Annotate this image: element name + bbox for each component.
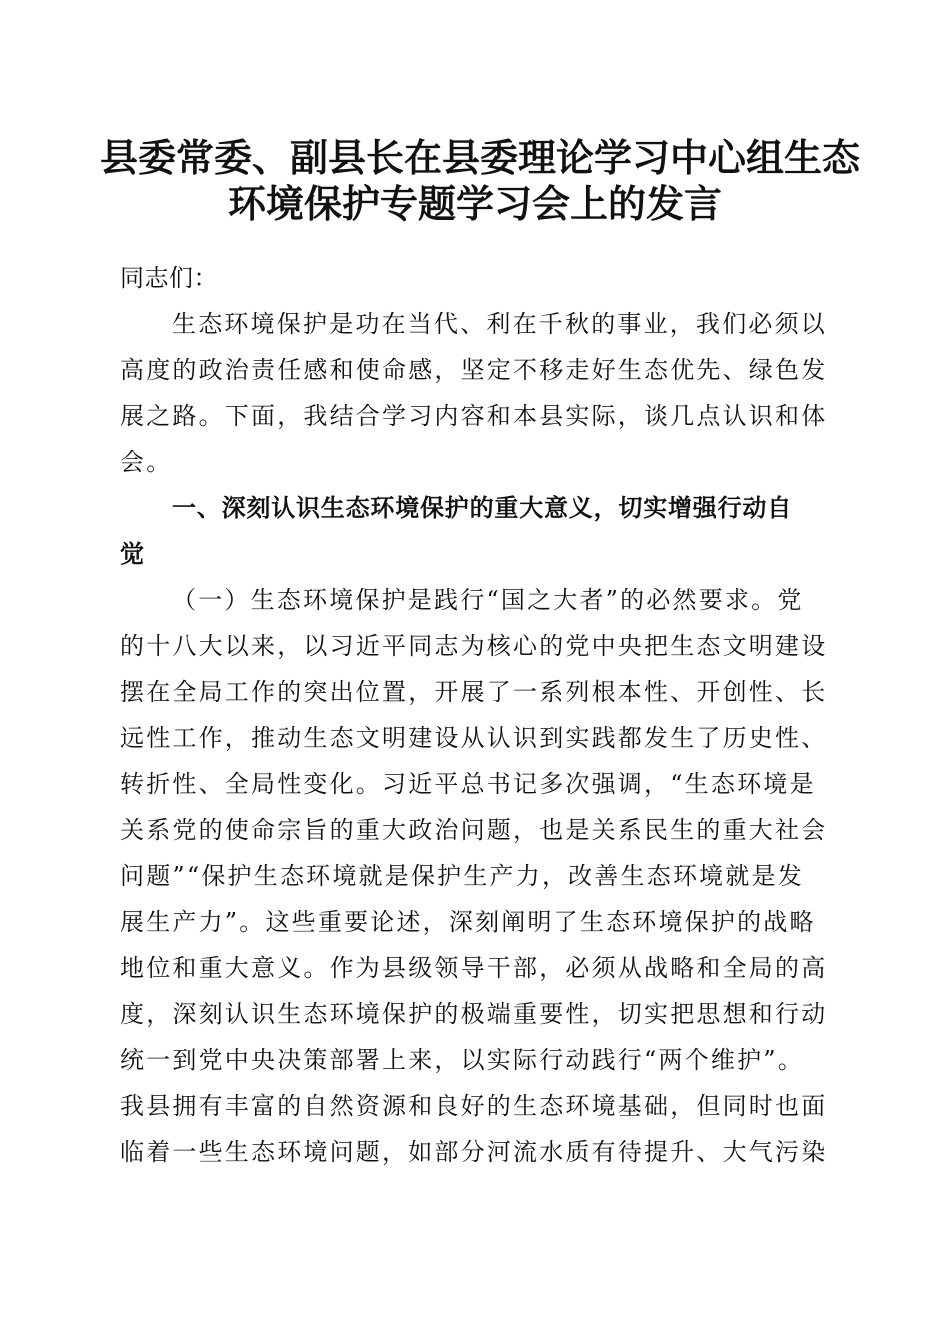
- body-paragraph: [120, 577, 826, 1175]
- paragraph-line: 远性工作，推动生态文明建设从认识到实践都发生了历史性、: [120, 724, 828, 752]
- section-heading: [120, 485, 826, 577]
- paragraph-line: 高度的政治责任感和使命感，坚定不移走好生态优先、绿色发: [120, 356, 828, 384]
- paragraph-line: 关系党的使命宗旨的重大政治问题，也是关系民生的重大社会: [120, 816, 828, 844]
- paragraph-line: 会。: [120, 448, 173, 476]
- greeting: 同志们：: [120, 264, 218, 292]
- section-heading-line: 觉: [120, 540, 145, 568]
- title-line: 县委常委、副县长在县委理论学习中心组生态: [100, 135, 861, 180]
- paragraph-line: 的十八大以来，以习近平同志为核心的党中央把生态文明建设: [120, 632, 828, 660]
- paragraph-line: 统一到党中央决策部署上来，以实际行动践行“两个维护”。: [120, 1046, 804, 1074]
- paragraph-line: 转折性、全局性变化。习近平总书记多次强调，“生态环境是: [120, 770, 816, 798]
- section-heading-line: 一、深刻认识生态环境保护的重大意义，切实增强行动自: [172, 494, 792, 522]
- document-title: [100, 135, 861, 227]
- document-body: [120, 255, 826, 1175]
- paragraph-line: 生态环境保护是功在当代、利在千秋的事业，我们必须以: [172, 310, 827, 338]
- paragraph-line: 展之路。下面，我结合学习内容和本县实际，谈几点认识和体: [120, 402, 828, 430]
- paragraph-line: 度，深刻认识生态环境保护的极端重要性，切实把思想和行动: [120, 1000, 828, 1028]
- paragraph-line: 摆在全局工作的突出位置，开展了一系列根本性、开创性、长: [120, 678, 828, 706]
- paragraph-line: 临着一些生态环境问题，如部分河流水质有待提升、大气污染: [120, 1138, 828, 1166]
- title-line: 环境保护专题学习会上的发言: [227, 181, 722, 226]
- intro-paragraph: [120, 301, 826, 485]
- paragraph-line: 地位和重大意义。作为县级领导干部，必须从战略和全局的高: [120, 954, 828, 982]
- paragraph-line: （一）生态环境保护是践行“国之大者”的必然要求。党: [172, 586, 804, 614]
- paragraph-line: 问题”“保护生态环境就是保护生产力，改善生态环境就是发: [120, 862, 804, 890]
- paragraph-line: 展生产力”。这些重要论述，深刻阐明了生态环境保护的战略: [120, 908, 816, 936]
- paragraph-line: 我县拥有丰富的自然资源和良好的生态环境基础，但同时也面: [120, 1092, 828, 1120]
